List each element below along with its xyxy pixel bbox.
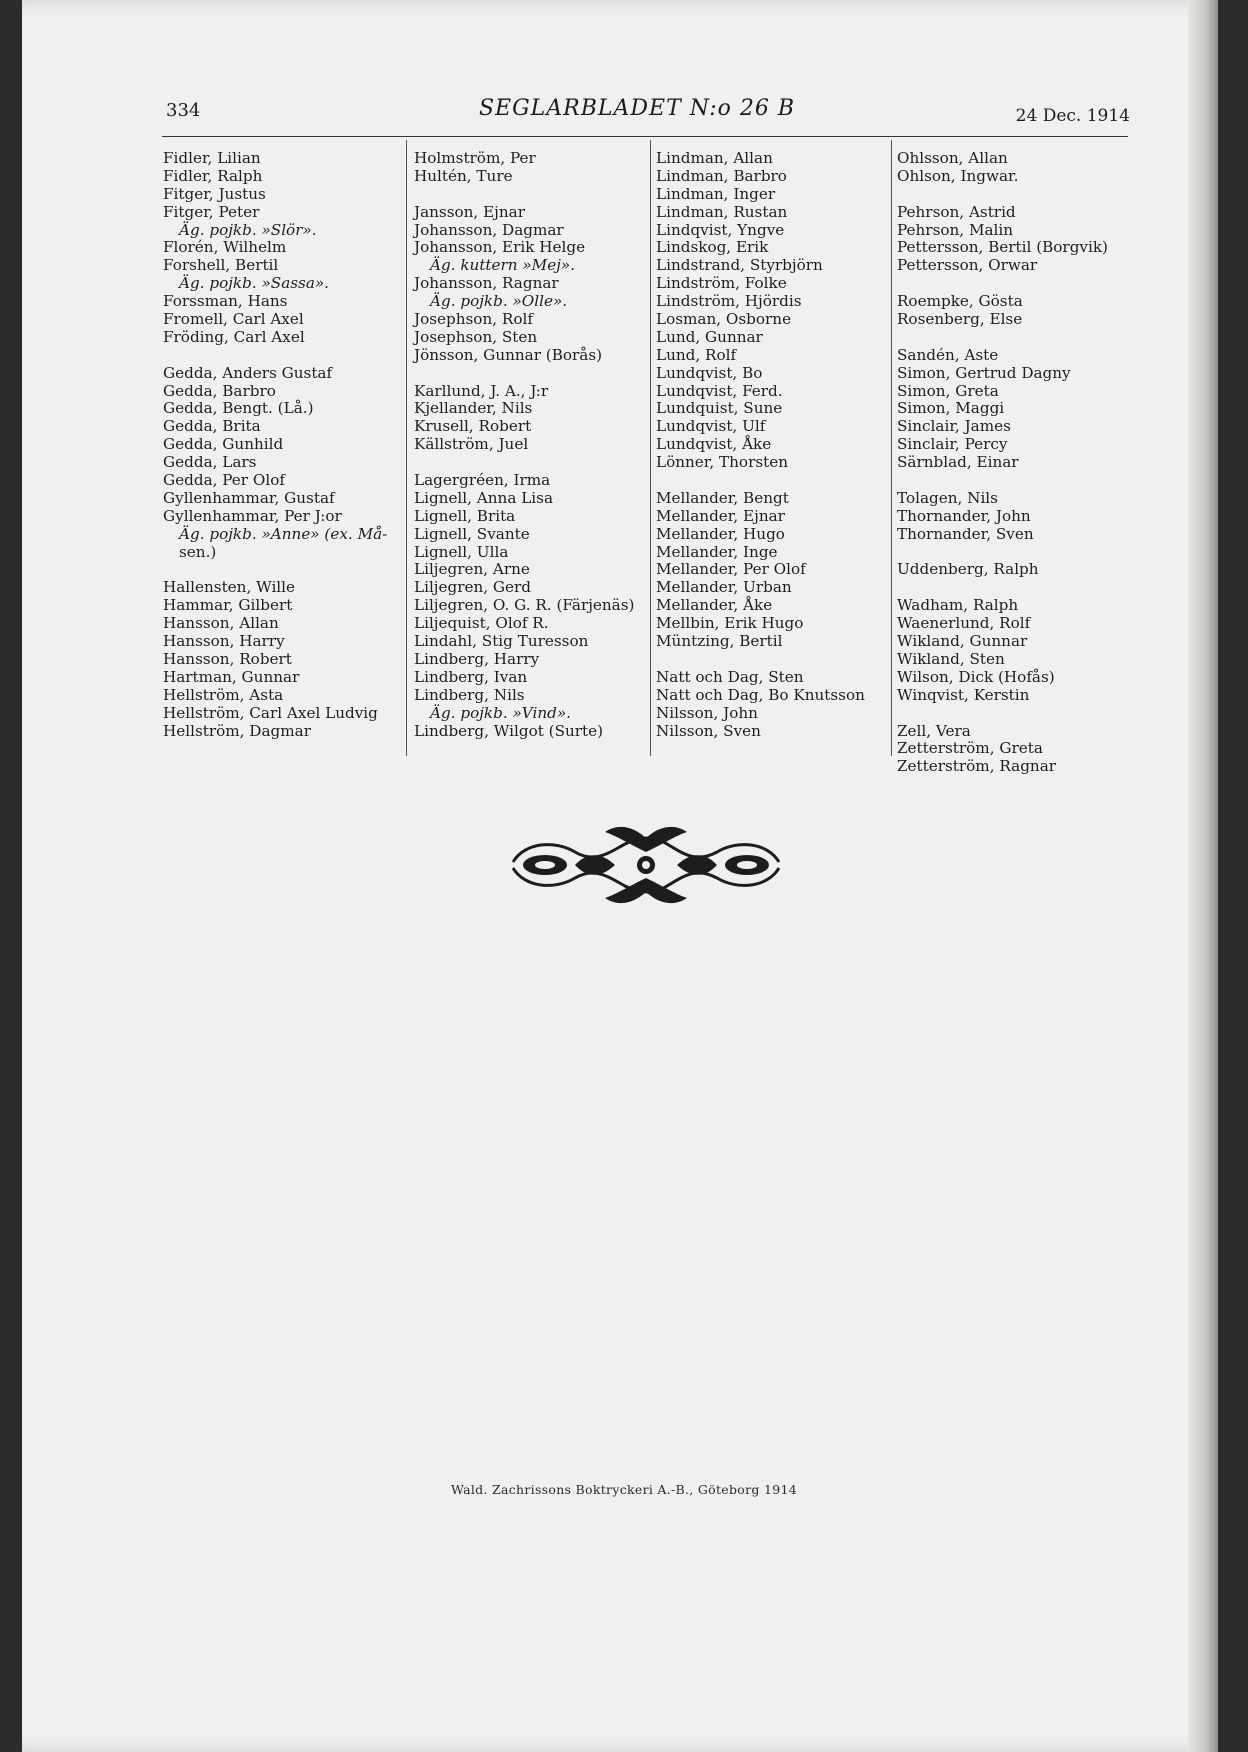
page-header [144, 96, 1130, 130]
member-name: Liljegren, Gerd [414, 578, 532, 597]
name-column-3 [656, 150, 865, 740]
member-name: Fitger, Peter [163, 202, 260, 221]
member-name: Hallensten, Wille [163, 578, 296, 597]
member-name: Florén, Wilhelm [163, 238, 287, 257]
member-name: Mellander, Urban [656, 578, 792, 597]
member-name: Liljequist, Olof R. [414, 614, 549, 633]
member-name: Lundqvist, Åke [656, 435, 772, 454]
member-name: Zetterström, Greta [897, 739, 1043, 758]
section-gap [163, 347, 387, 365]
boat-owner-note: Äg. pojkb. »Anne» (ex. Må- [179, 524, 388, 543]
member-name: Pettersson, Bertil (Borgvik) [897, 238, 1108, 257]
member-name: Wilson, Dick (Hofås) [897, 667, 1055, 686]
member-name: Lindberg, Ivan [414, 667, 528, 686]
member-name: Pehrson, Malin [897, 220, 1014, 239]
member-name: Liljegren, O. G. R. (Färjenäs) [414, 596, 635, 615]
member-name: Hellström, Asta [163, 685, 284, 704]
member-name: Wadham, Ralph [897, 596, 1019, 615]
member-name: Josephson, Rolf [414, 310, 533, 329]
section-gap [414, 454, 634, 472]
member-name: Lindström, Hjördis [656, 292, 802, 311]
member-name: Krusell, Robert [414, 417, 532, 436]
member-name: Jansson, Ejnar [414, 202, 525, 221]
member-name: Pettersson, Orwar [897, 256, 1038, 275]
section-gap [414, 186, 634, 204]
member-name: Fidler, Ralph [163, 166, 263, 185]
boat-owner-note: Äg. kuttern »Mej». [430, 256, 576, 275]
section-gap [897, 275, 1108, 293]
member-name: Wikland, Sten [897, 649, 1005, 668]
member-name: Karllund, J. A., J:r [414, 381, 549, 400]
member-name: Källström, Juel [414, 435, 529, 454]
member-name: Lindqvist, Yngve [656, 220, 785, 239]
member-name: Fidler, Lilian [163, 149, 261, 167]
member-name: Zetterström, Ragnar [897, 757, 1057, 776]
member-name: Forssman, Hans [163, 292, 288, 311]
section-gap [897, 186, 1108, 204]
member-name: Hultén, Ture [414, 166, 513, 185]
member-name: Johansson, Dagmar [414, 220, 564, 239]
member-name: Gyllenhammar, Gustaf [163, 488, 335, 507]
column-divider-2 [650, 140, 651, 756]
member-name: Lund, Rolf [656, 345, 737, 364]
member-name: Gedda, Gunhild [163, 435, 284, 454]
member-name: Lindskog, Erik [656, 238, 769, 257]
member-name: Gyllenhammar, Per J:or [163, 506, 342, 525]
member-name: Gedda, Barbro [163, 381, 276, 400]
member-name: Müntzing, Bertil [656, 632, 783, 651]
note-continuation: sen.) [179, 542, 217, 561]
member-name: Natt och Dag, Bo Knutsson [656, 685, 865, 704]
member-name: Fitger, Justus [163, 184, 266, 203]
section-gap [897, 544, 1108, 562]
member-name: Gedda, Bengt. (Lå.) [163, 399, 314, 418]
section-gap [163, 561, 387, 579]
member-name: Mellander, Per Olof [656, 560, 806, 579]
section-gap [897, 329, 1108, 347]
member-name: Lindman, Rustan [656, 202, 788, 221]
member-name: Hammar, Gilbert [163, 596, 293, 615]
member-name: Ohlsson, Allan [897, 149, 1008, 167]
member-name: Wikland, Gunnar [897, 632, 1028, 651]
member-name: Roempke, Gösta [897, 292, 1023, 311]
member-name: Holmström, Per [414, 149, 536, 167]
member-name: Lundquist, Sune [656, 399, 783, 418]
member-name: Nilsson, John [656, 703, 758, 722]
section-gap [897, 705, 1108, 723]
member-name: Hartman, Gunnar [163, 667, 300, 686]
member-name: Lindström, Folke [656, 274, 787, 293]
member-name: Pehrson, Astrid [897, 202, 1016, 221]
member-name: Thornander, Sven [897, 524, 1034, 543]
member-name: Mellander, Inge [656, 542, 778, 561]
member-name: Lindman, Barbro [656, 166, 787, 185]
member-name: Uddenberg, Ralph [897, 560, 1039, 579]
issue-date: 24 Dec. 1914 [1015, 106, 1130, 126]
member-name: Losman, Osborne [656, 310, 792, 329]
member-name: Waenerlund, Rolf [897, 614, 1031, 633]
member-name: Jönsson, Gunnar (Borås) [414, 345, 603, 364]
member-name: Thornander, John [897, 506, 1031, 525]
member-name: Mellander, Hugo [656, 524, 785, 543]
member-name: Mellander, Ejnar [656, 506, 785, 525]
member-name: Hellström, Dagmar [163, 721, 311, 740]
member-name: Lindman, Inger [656, 184, 776, 203]
member-name: Zell, Vera [897, 721, 971, 740]
member-name: Kjellander, Nils [414, 399, 533, 418]
column-divider-3 [891, 140, 892, 756]
member-name: Sinclair, James [897, 417, 1011, 436]
member-name: Simon, Greta [897, 381, 999, 400]
member-name: Johansson, Ragnar [414, 274, 559, 293]
member-name: Lignell, Anna Lisa [414, 488, 554, 507]
member-name: Sandén, Aste [897, 345, 999, 364]
section-gap [897, 579, 1108, 597]
member-name: Lindstrand, Styrbjörn [656, 256, 823, 275]
member-name: Lundqvist, Bo [656, 363, 763, 382]
member-name: Lundqvist, Ulf [656, 417, 766, 436]
decorative-ornament-icon [505, 822, 787, 908]
member-name: Simon, Maggi [897, 399, 1005, 418]
section-gap [656, 651, 865, 669]
member-name: Lundqvist, Ferd. [656, 381, 783, 400]
printer-footer: Wald. Zachrissons Boktryckeri A.-B., Göteborg 1914 [451, 1482, 797, 1497]
member-name: Hansson, Robert [163, 649, 292, 668]
member-name: Gedda, Anders Gustaf [163, 363, 333, 382]
member-name: Hellström, Carl Axel Ludvig [163, 703, 378, 722]
member-name: Lund, Gunnar [656, 327, 763, 346]
name-column-4 [897, 150, 1108, 776]
member-name: Lignell, Svante [414, 524, 530, 543]
member-name: Liljegren, Arne [414, 560, 530, 579]
member-name: Simon, Gertrud Dagny [897, 363, 1071, 382]
section-gap [897, 472, 1108, 490]
member-name: Gedda, Per Olof [163, 471, 285, 490]
member-name: Ohlson, Ingwar. [897, 166, 1019, 185]
publication-title: SEGLARBLADET N:o 26 B [478, 96, 796, 121]
boat-owner-note: Äg. pojkb. »Sassa». [179, 274, 330, 293]
member-name: Lignell, Ulla [414, 542, 509, 561]
boat-owner-note: Äg. pojkb. »Olle». [430, 292, 568, 311]
member-name: Fröding, Carl Axel [163, 327, 305, 346]
member-name: Mellander, Åke [656, 596, 773, 615]
member-name: Lindman, Allan [656, 149, 773, 167]
member-name: Hansson, Allan [163, 614, 279, 633]
boat-owner-note: Äg. pojkb. »Slör». [179, 220, 317, 239]
member-name: Natt och Dag, Sten [656, 667, 804, 686]
member-name: Winqvist, Kerstin [897, 685, 1030, 704]
member-name: Rosenberg, Else [897, 310, 1023, 329]
page-number: 334 [166, 100, 201, 121]
member-name: Tolagen, Nils [897, 488, 998, 507]
member-name: Forshell, Bertil [163, 256, 279, 275]
section-gap [656, 472, 865, 490]
member-name: Nilsson, Sven [656, 721, 761, 740]
member-name: Sinclair, Percy [897, 435, 1008, 454]
member-name: Johansson, Erik Helge [414, 238, 586, 257]
name-column-1 [163, 150, 387, 740]
column-divider-1 [406, 140, 407, 756]
member-name: Lönner, Thorsten [656, 453, 789, 472]
member-name: Lagergréen, Irma [414, 471, 551, 490]
member-name: Lindberg, Wilgot (Surte) [414, 721, 604, 740]
header-rule [162, 136, 1128, 137]
member-name: Hansson, Harry [163, 632, 285, 651]
section-gap [414, 365, 634, 383]
member-name: Lignell, Brita [414, 506, 516, 525]
member-name: Mellander, Bengt [656, 488, 789, 507]
member-name: Gedda, Brita [163, 417, 261, 436]
member-name: Fromell, Carl Axel [163, 310, 304, 329]
member-name: Särnblad, Einar [897, 453, 1019, 472]
member-name: Lindberg, Nils [414, 685, 525, 704]
member-name: Lindberg, Harry [414, 649, 540, 668]
name-column-2 [414, 150, 634, 740]
member-name: Lindahl, Stig Turesson [414, 632, 589, 651]
member-name: Josephson, Sten [414, 327, 538, 346]
member-name: Gedda, Lars [163, 453, 257, 472]
boat-owner-note: Äg. pojkb. »Vind». [430, 703, 571, 722]
member-name: Mellbin, Erik Hugo [656, 614, 804, 633]
